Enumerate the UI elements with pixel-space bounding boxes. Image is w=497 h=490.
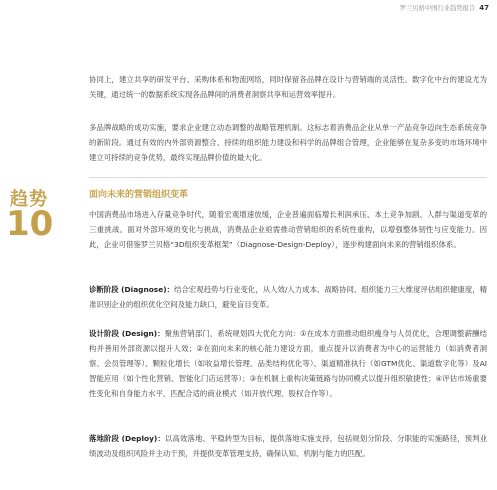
page-number: 47 xyxy=(479,3,489,12)
deploy-lead: 落地阶段 (Deploy)： xyxy=(89,434,165,443)
design-lead: 设计阶段 (Design)： xyxy=(89,329,165,338)
diagnose-text: 结合宏观趋势与行业变化，从人效/人力成本、战略协同、组织能力三大维度评估组织健康度，精准识别企业的组织优化空间及能力缺口，避免盲目变革。 xyxy=(89,285,487,309)
section-title: 面向未来的营销组织变革 xyxy=(89,190,189,200)
deploy-paragraph xyxy=(89,431,487,461)
section-text-1: 中国消费品市场进入存量竞争时代，随着宏观增速放缓，企业普遍面临增长利润承压、本土竞争加剧、人群与渠道变革的三重挑战。面对外部环境的变化与挑战，消费品企业亟需推动营销组织的系统性重构，以增强整体韧性与应变能力。因此，企业可借鉴罗兰贝格“3D组织变革框架”（Diagnose-Design-Deploy），逐步构建面向未来的营销组织体系。 xyxy=(89,210,487,249)
section-paragraph-1 xyxy=(89,207,487,252)
design-text: 聚焦营销部门，系统规划四大优化方向：①在成本方面推动组织瘦身与人员优化，合理调整薪酬结构并善用外部资源以提升人效；②在面向未来的核心能力建设方面，重点提升以消费者为中心的运营能力（如消费者洞察、会员管理等）、颗粒化增长（如收益增长管理、品类结构优化等）、渠道精准执行（如GTM优化、渠道数字化等）及AI智能应用（如个性化营销、智能化门店运营等）；③在机制上重构决策链路与协同模式以提升组织敏捷性；④评估市场重要性变化和自身能力水平，匹配合适的商业模式（如开放代理、股权合作等）。 xyxy=(89,329,487,398)
deploy-text: 以高效落地、平稳转型为目标，提供落地实施支持，包括规划分阶段、分职能的实施路径，预判业绩波动及组织风险并主动干预，并提供变革管理支持，确保认知、机制与能力的匹配。 xyxy=(89,434,487,458)
page-header xyxy=(400,3,489,12)
intro-text-2: 多品牌战略的成功实施，要求企业建立动态调整的战略管理机制。这标志着消费品企业从单一产品竞争迈向生态系统竞争的新阶段。通过有效的内外部资源整合、持续的组织能力建设和科学的品牌组合管理，企业能够在复杂多变的市场环境中建立可持续的竞争优势，最终实现品牌价值的最大化。 xyxy=(89,123,487,162)
diagnose-lead: 诊断阶段 (Diagnose)： xyxy=(89,285,174,294)
intro-paragraph-1 xyxy=(89,72,487,102)
trend-label: 趋势 xyxy=(10,189,48,210)
intro-text-1: 协同上，建立共享的研发平台、采购体系和物流网络，同时保留各品牌在设计与营销端的灵活性。数字化中台的建设尤为关键，通过统一的数据系统实现各品牌间的消费者洞察共享和运营效率提升。 xyxy=(89,75,487,99)
section-divider xyxy=(89,177,487,178)
diagnose-paragraph xyxy=(89,282,487,312)
report-title: 罗兰贝格中国行业趋势报告 xyxy=(399,5,476,12)
design-paragraph xyxy=(89,326,487,401)
trend-number: 10 xyxy=(6,204,54,244)
intro-paragraph-2 xyxy=(89,120,487,165)
